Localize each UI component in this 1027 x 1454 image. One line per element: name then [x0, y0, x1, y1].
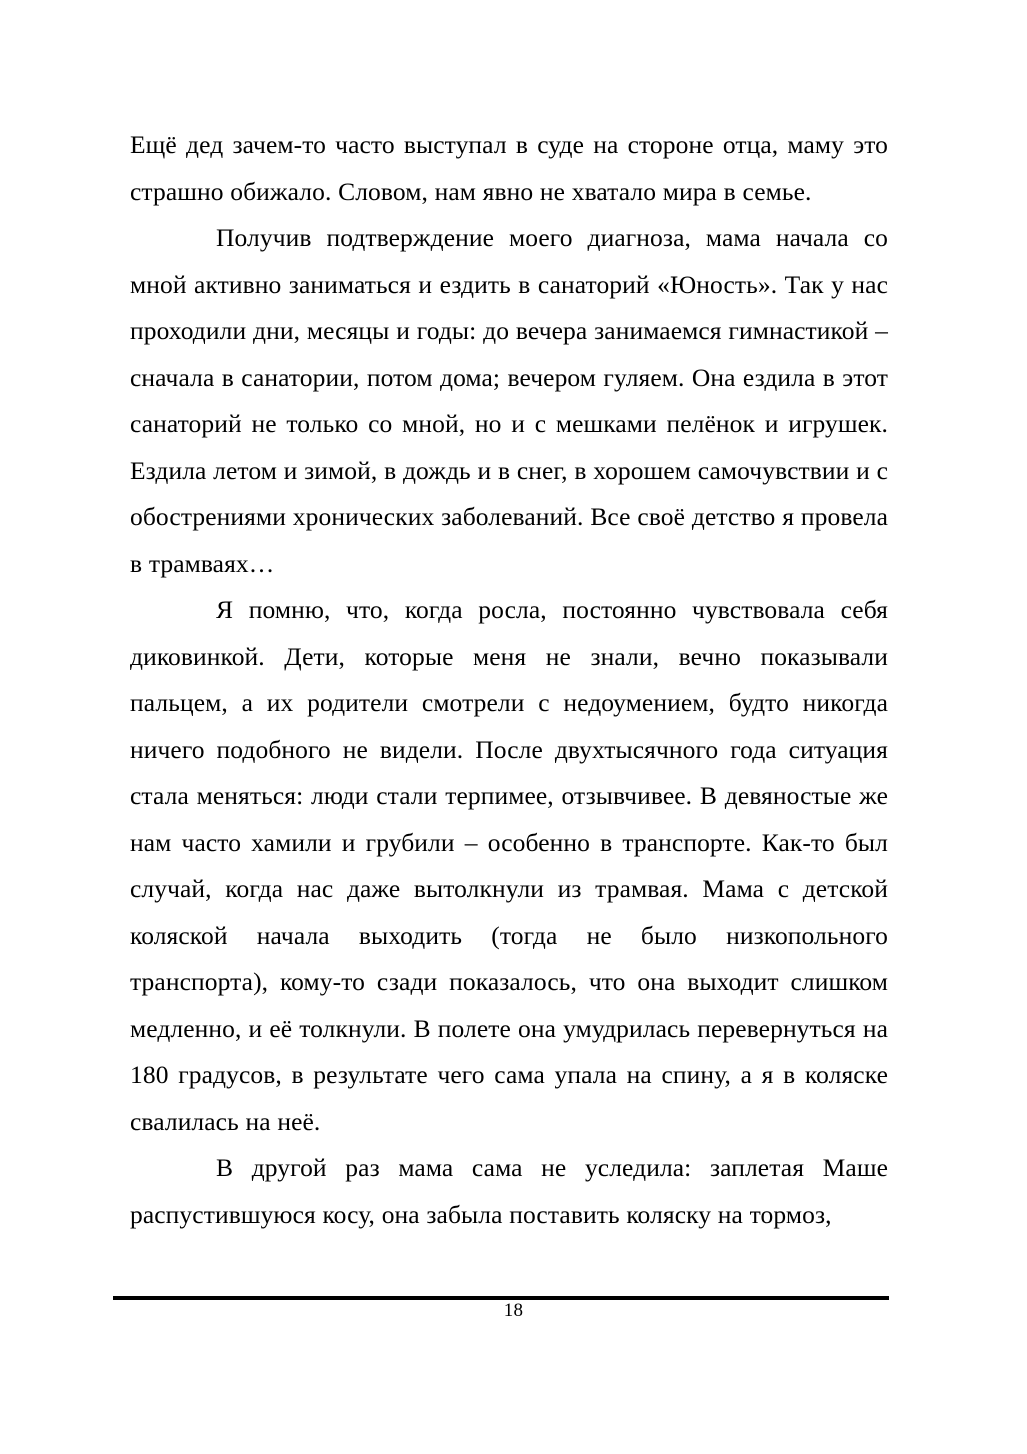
paragraph-4: В другой раз мама сама не уследила: заплетая Маше распустившуюся косу, она забыла поставить коляску на тормоз, — [130, 1153, 888, 1229]
paragraph-3: Я помню, что, когда росла, постоянно чувствовала себя диковинкой. Дети, которые меня не знали, вечно показывали пальцем, а их родители смотрели с недоумением, будто никогда ничего подобного не видели. После двухтысячного года ситуация стала меняться: люди стали терпимее, отзывчивее. В девяностые же нам часто хамили и грубили – особенно в транспорте. Как-то был случай, когда нас даже вытолкнули из трамвая. Мама с детской коляской начала выходить (тогда не было низкопольного транспорта), кому-то сзади показалось, что она выходит слишком медленно, и её толкнули. В полете она умудрилась перевернуться на 180 градусов, в результате чего сама упала на спину, а я в коляске свалилась на неё. — [130, 595, 888, 1136]
paragraph-2: Получив подтверждение моего диагноза, мама начала со мной активно заниматься и ездить в санаторий «Юность». Так у нас проходили дни, месяцы и годы: до вечера занимаемся гимнастикой – сначала в санатории, потом дома; вечером гуляем. Она ездила в этот санаторий не только со мной, но и с мешками пелёнок и игрушек. Ездила летом и зимой, в дождь и в снег, в хорошем самочувствии и с обострениями хронических заболеваний. Все своё детство я провела в трамваях… — [130, 223, 888, 578]
page-body-text — [130, 122, 888, 1238]
paragraph-1: Ещё дед зачем-то часто выступал в суде на стороне отца, маму это страшно обижало. Словом, нам явно не хватало мира в семье. — [130, 130, 888, 206]
page-number: 18 — [503, 1300, 524, 1321]
